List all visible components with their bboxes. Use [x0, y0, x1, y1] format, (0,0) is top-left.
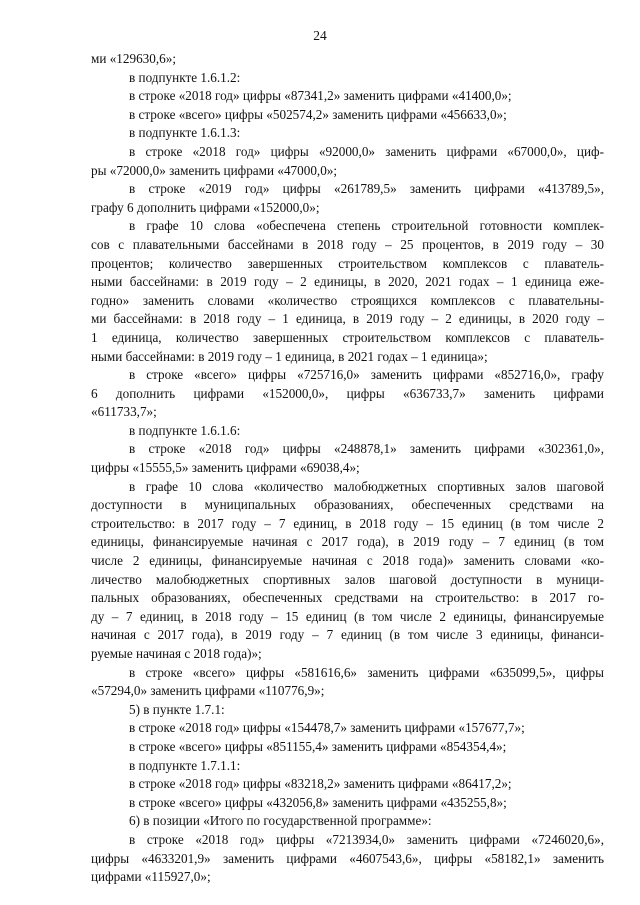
text-line: ры «72000,0» заменить цифрами «47000,0»;	[91, 162, 338, 178]
text-line: в строке «2018 год» цифры «83218,2» заменить цифрами «86417,2»;	[129, 776, 512, 792]
text-line: личество малобюджетных спортивных залов шаговой доступности в муници-	[91, 571, 604, 587]
text-line: строительство: в 2017 году – 7 единиц, в 2018 году – 15 единиц (в том числе 2	[91, 515, 604, 531]
text-line: в строке «2019 год» цифры «261789,5» заменить цифрами «413789,5»,	[129, 181, 604, 197]
text-line: ными бассейнами: в 2019 году – 1 единица, в 2021 годах – 1 единица»;	[91, 348, 488, 364]
text-line: в строке «всего» цифры «432056,8» заменить цифрами «435255,8»;	[129, 794, 507, 810]
text-line: сов с плавательными бассейнами в 2018 году – 25 процентов, в 2019 году – 30	[91, 236, 604, 252]
document-body	[91, 50, 604, 887]
text-line: ду – 7 единиц, в 2018 году – 15 единиц (в том числе 2 единицы, финансируемые	[91, 608, 604, 624]
text-line: руемые начиная с 2018 года)»;	[91, 646, 262, 661]
text-line: в строке «2018 год» цифры «154478,7» заменить цифрами «157677,7»;	[129, 720, 525, 736]
text-line: начиная с 2017 года), в 2019 году – 7 единиц (в том числе 3 единицы, финанси-	[91, 627, 604, 643]
text-line: 6 дополнить цифрами «152000,0», цифры «636733,7» заменить цифрами	[91, 385, 604, 401]
text-line: процентов; количество завершенных строительством комплексов с плаватель-	[91, 255, 604, 271]
page-number: 24	[313, 28, 327, 43]
text-line: в подпункте 1.6.1.3:	[129, 125, 241, 141]
text-line: в подпункте 1.7.1.1:	[129, 757, 241, 773]
text-line: 1 единица, количество завершенных строительством комплексов с плаватель-	[91, 329, 604, 345]
text-line: в строке «2018 год» цифры «92000,0» заменить цифрами «67000,0», циф-	[129, 143, 604, 159]
text-line: в подпункте 1.6.1.2:	[129, 69, 241, 85]
text-line: в строке «2018 год» цифры «248878,1» заменить цифрами «302361,0»,	[129, 441, 604, 457]
text-line: в строке «всего» цифры «581616,6» заменить цифрами «635099,5», цифры	[129, 664, 604, 680]
text-line: цифры «15555,5» заменить цифрами «69038,4»;	[91, 460, 360, 476]
text-line: в строке «всего» цифры «502574,2» заменить цифрами «456633,0»;	[129, 106, 507, 122]
text-line: в графе 10 слова «количество малобюджетных спортивных залов шаговой	[129, 478, 604, 494]
text-line: в строке «2018 год» цифры «87341,2» заменить цифрами «41400,0»;	[129, 88, 512, 104]
text-line: 6) в позиции «Итого по государственной программе»:	[129, 813, 432, 829]
text-line: в строке «всего» цифры «725716,0» заменить цифрами «852716,0», графу	[129, 367, 604, 383]
text-line: ми бассейнами: в 2018 году – 1 единица, в 2019 году – 2 единицы, в 2020 году –	[91, 311, 604, 327]
text-line: «57294,0» заменить цифрами «110776,9»;	[91, 683, 325, 699]
text-line: в графе 10 слова «обеспечена степень строительной готовности комплек-	[129, 218, 604, 234]
text-line: числе 2 единицы, финансируемые начиная с 2018 года)» заменить словами «ко-	[91, 553, 604, 569]
text-line: ми «129630,6»;	[91, 51, 177, 66]
text-line: графу 6 дополнить цифрами «152000,0»;	[91, 199, 320, 215]
text-line: в подпункте 1.6.1.6:	[129, 422, 241, 438]
text-line: 5) в пункте 1.7.1:	[129, 701, 225, 717]
text-line: годно» заменить словами «количество строящихся комплексов с плавательны-	[91, 292, 604, 308]
text-line: в строке «всего» цифры «851155,4» заменить цифрами «854354,4»;	[129, 738, 507, 754]
text-line: «611733,7»;	[91, 404, 157, 420]
text-line: в строке «2018 год» цифры «7213934,0» заменить цифрами «7246020,6»,	[129, 831, 604, 847]
text-line: пальных образованиях, обеспеченных средствами на строительство: в 2017 го-	[91, 590, 604, 606]
text-line: ными бассейнами: в 2019 году – 2 единицы, в 2020, 2021 годах – 1 единица еже-	[91, 274, 604, 290]
text-line: единицы, финансируемые начиная с 2017 года), в 2019 году – 7 единиц (в том	[91, 534, 604, 550]
text-line: цифры «4633201,9» заменить цифрами «4607543,6», цифры «58182,1» заменить	[91, 850, 604, 866]
text-line: цифрами «115927,0»;	[91, 869, 211, 885]
text-line: доступности в муниципальных образованиях, обеспеченных средствами на	[91, 497, 604, 513]
